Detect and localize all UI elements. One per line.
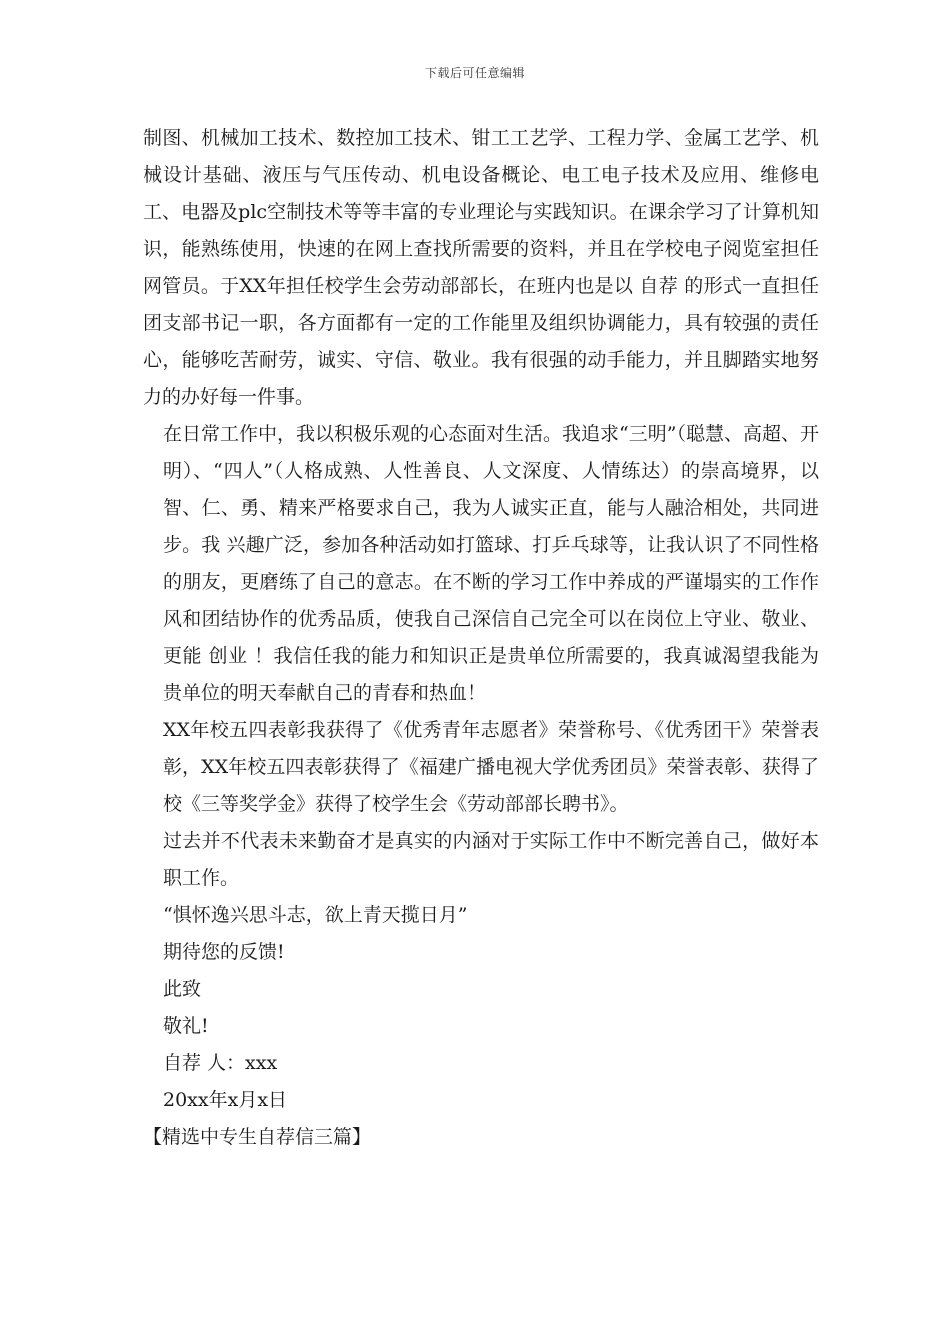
signature-line: 自荐 人：xxx [163, 1052, 278, 1074]
paragraph-awards: XX年校五四表彰我获得了《优秀青年志愿者》荣誉称号、《优秀团干》荣誉表彰，XX年校五四表彰获得了《福建广播电视大学优秀团员》荣誉表彰、获得了校《三等奖学金》获得了校学生会《劳动部部长聘书》。 [163, 719, 819, 815]
paragraph-qualifications: 制图、机械加工技术、数控加工技术、钳工工艺学、工程力学、金属工艺学、机械设计基础、液压与气压传动、机电设备概论、电工电子技术及应用、维修电工、电器及plc空制技术等等丰富的专业理论与实践知识。在课余学习了计算机知识，能熟练使用，快速的在网上查找所需要的资料，并且在学校电子阅览室担任网管员。于XX年担任校学生会劳动部部长，在班内也是以 自荐 的形式一直担任团支部书记一职，各方面都有一定的工作能里及组织协调能力，具有较强的责任心，能够吃苦耐劳，诚实、守信、敬业。我有很强的动手能力，并且脚踏实地努力的办好每一件事。 [143, 127, 819, 408]
paragraph-closing: 过去并不代表未来勤奋才是真实的内涵对于实际工作中不断完善自己，做好本职工作。 [163, 830, 819, 889]
regards-line: 敬礼! [163, 1015, 209, 1037]
section-heading: 【精选中专生自荐信三篇】 [143, 1126, 372, 1148]
salutation-line: 此致 [163, 978, 202, 1000]
quote-line: “惧怀逸兴思斗志，欲上青天揽日月” [163, 904, 468, 926]
feedback-line: 期待您的反馈! [163, 941, 285, 963]
date-line: 20xx年x月x日 [163, 1089, 288, 1111]
letter-body [143, 120, 819, 1156]
paragraph-attitude: 在日常工作中，我以积极乐观的心态面对生活。我追求“三明”（聪慧、高超、开明）、“四人”（人格成熟、人性善良、人文深度、人情练达）的崇高境界，以智、仁、勇、精来严格要求自己，我为人诚实正直，能与人融洽相处，共同进步。我 兴趣广泛，参加各种活动如打篮球、打乒乓球等，让我认识了不同性格的朋友，更磨练了自己的意志。在不断的学习工作中养成的严谨塌实的工作作风和团结协作的优秀品质，使我自己深信自己完全可以在岗位上守业、敬业、更能 创业 ！我信任我的能力和知识正是贵单位所需要的，我真诚渴望我能为贵单位的明天奉献自己的青春和热血！ [163, 423, 819, 704]
page-header: 下载后可任意编辑 [424, 66, 525, 80]
